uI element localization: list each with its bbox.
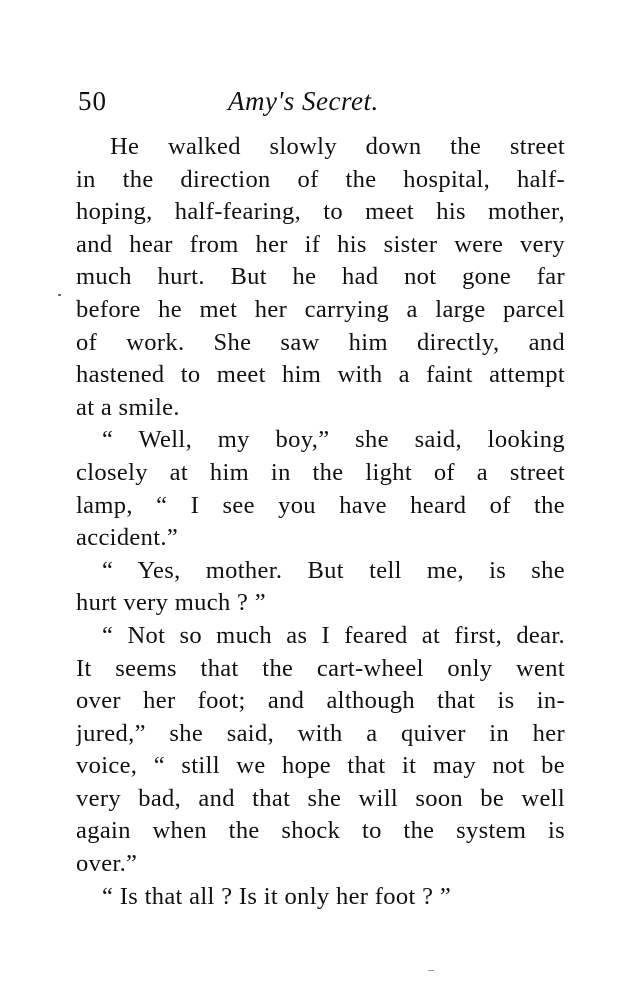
page-header (78, 86, 568, 126)
text-line: voice, “ still we hope that it may not be (76, 752, 565, 780)
text-line: hoping, half-fearing, to meet his mother, (76, 198, 565, 226)
text-line: “ Not so much as I feared at first, dear. (102, 621, 565, 649)
text-line: very bad, and that she will soon be well (76, 784, 565, 812)
text-line: much hurt. But he had not gone far (76, 263, 565, 291)
running-title: Amy's Secret. (228, 86, 379, 116)
text-line: It seems that the cart-wheel only went (76, 654, 565, 682)
print-speck (58, 294, 61, 296)
text-line: in the direction of the hospital, half- (76, 165, 565, 193)
text-line: accident.” (76, 524, 179, 552)
text-line: closely at him in the light of a street (76, 458, 565, 486)
text-line: before he met her carrying a large parcel (76, 295, 565, 323)
body-text (76, 131, 565, 913)
text-line: again when the shock to the system is (76, 817, 565, 845)
print-speck (428, 970, 434, 971)
text-line: over her foot; and although that is in- (76, 687, 565, 715)
text-line: He walked slowly down the street (110, 133, 565, 160)
text-line: lamp, “ I see you have heard of the (76, 491, 565, 519)
page-number: 50 (78, 86, 107, 116)
text-line: over.” (76, 850, 138, 878)
text-line: of work. She saw him directly, and (76, 328, 565, 356)
text-line: jured,” she said, with a quiver in her (76, 719, 565, 747)
text-line: at a smile. (76, 393, 180, 421)
text-line: hurt very much ? ” (76, 589, 266, 617)
text-line: hastened to meet him with a faint attempt (76, 361, 565, 389)
text-line: “ Well, my boy,” she said, looking (102, 426, 565, 454)
text-line: and hear from her if his sister were very (76, 230, 565, 258)
text-line: “ Yes, mother. But tell me, is she (102, 556, 565, 584)
text-line: “ Is that all ? Is it only her foot ? ” (102, 882, 452, 910)
